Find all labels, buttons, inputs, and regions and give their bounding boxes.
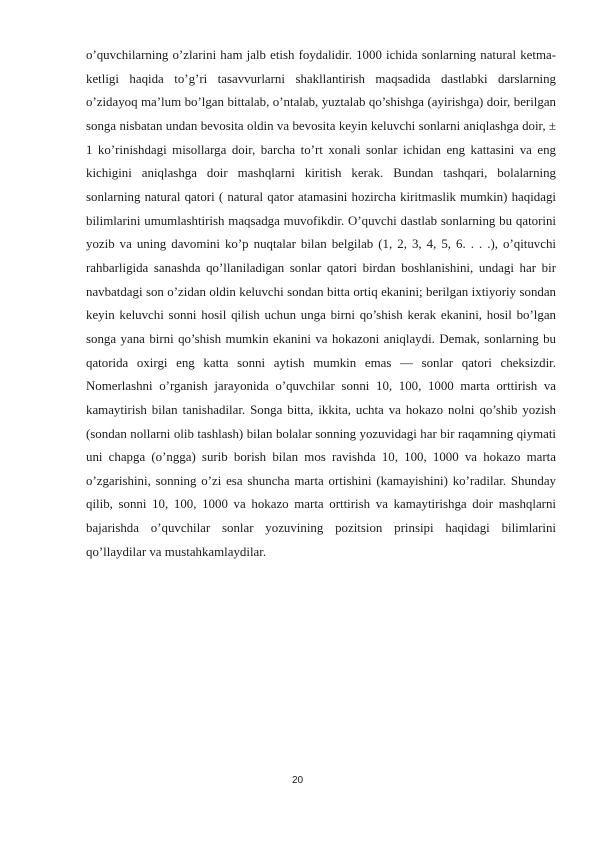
page-number: 20 [291, 775, 304, 786]
body-paragraph: o’quvchilarning o’zlarini ham jalb etish foydalidir. 1000 ichida sonlarning natural ketma-ketligi haqida to’g’ri tasavvurlarni shakllantirish maqsadida dastlabki darslarning o’zidayoq ma’lum bo’lgan bittalab, o’ntalab, yuztalab qo’shishga (ayirishga) doir, berilgan songa nisbatan undan bevosita oldin va bevosita keyin keluvchi sonlarni aniqlashga doir, ± 1 ko’rinishdagi misollarga doir, barcha to’rt xonali sonlar ichidan eng kattasini va eng kichigini aniqlashga doir mashqlarni kiritish kerak. Bundan tashqari, bolalarning sonlarning natural qatori ( natural qator atamasini hozircha kiritmaslik mumkin) haqidagi bilimlarini umumlashtirish maqsadga muvofikdir. O’quvchi dastlab sonlarning bu qatorini yozib va uning davomini ko’p nuqtalar bilan belgilab (1, 2, 3, 4, 5, 6. . . .), o’qituvchi rahbarligida sanashda qo’llaniladigan sonlar qatori birdan boshlanishini, undagi har bir navbatdagi son o’zidan oldin keluvchi sondan bitta ortiq ekanini; berilgan ixtiyoriy sondan keyin keluvchi sonni hosil qilish uchun unga birni qo’shish kerak ekanini, hosil bo’lgan songa yana birni qo’shish mumkin ekanini va hokazoni aniqlaydi. Demak, sonlarning bu qatorida oxirgi eng katta sonni aytish mumkin emas — sonlar qatori cheksizdir. Nomerlashni o’rganish jarayonida o’quvchilar sonni 10, 100, 1000 marta orttirish va kamaytirish bilan tanishadilar. Songa bitta, ikkita, uchta va hokazo nolni qo’shib yozish (sondan nollarni olib tashlash) bilan bolalar sonning yozuvidagi har bir raqamning qiymati uni chapga (o’ngga) surib borish bilan mos ravishda 10, 100, 1000 va hokazo marta o’zgarishini, sonning o’zi esa shuncha marta ortishini (kamayishini) ko’radilar. Shunday qilib, sonni 10, 100, 1000 va hokazo marta orttirish va kamaytirishga doir mashqlarni bajarishda o’quvchilar sonlar yozuvining pozitsion prinsipi haqidagi bilimlarini qo’llaydilar va mustahkamlaydilar. [86, 48, 556, 559]
